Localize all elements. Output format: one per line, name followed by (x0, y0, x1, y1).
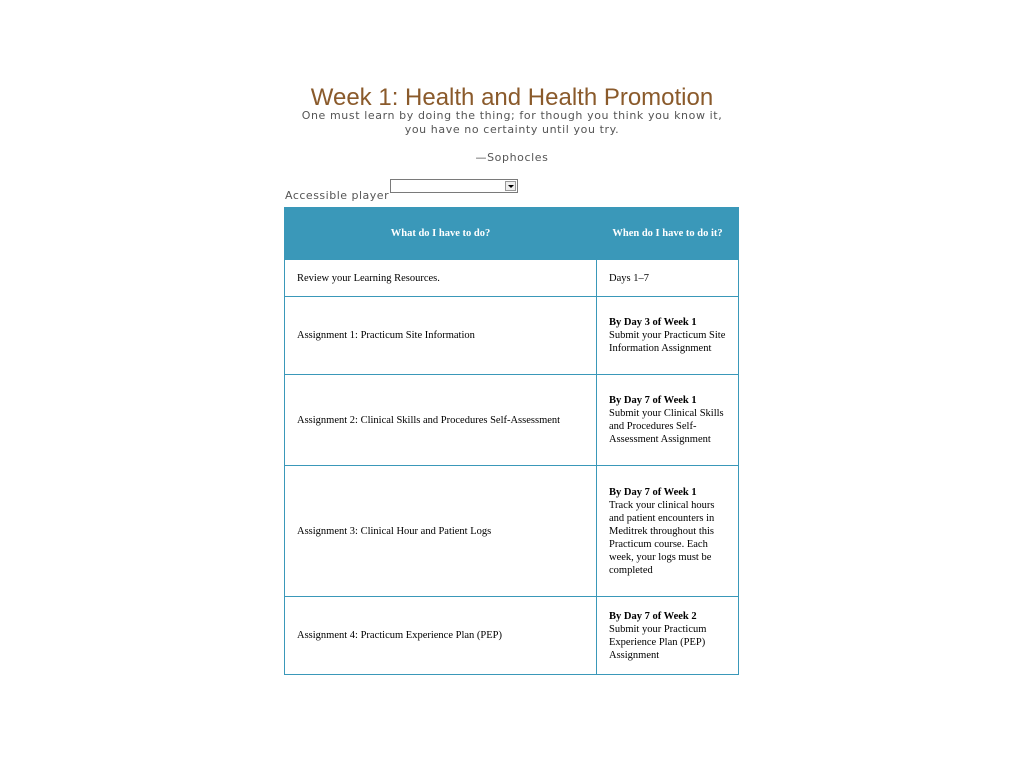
table-row (285, 297, 739, 375)
task-cell: Assignment 4: Practicum Experience Plan (PEP) (285, 597, 597, 675)
due-cell (597, 466, 739, 597)
accessible-player-label: Accessible player (285, 189, 390, 202)
due-heading: By Day 7 of Week 2 (609, 610, 697, 622)
task-cell: Assignment 1: Practicum Site Information (285, 297, 597, 375)
column-header-what: What do I have to do? (285, 208, 597, 260)
assignment-schedule-table (284, 207, 739, 675)
task-cell: Assignment 2: Clinical Skills and Procedures Self-Assessment (285, 375, 597, 466)
due-detail: Submit your Practicum Experience Plan (PEP) Assignment (609, 623, 707, 661)
due-detail: Submit your Practicum Site Information Assignment (609, 330, 726, 354)
due-heading: By Day 7 of Week 1 (609, 395, 697, 406)
due-detail: Days 1–7 (609, 272, 649, 284)
due-cell (597, 297, 739, 375)
table-header-row (285, 208, 739, 260)
page-title: Week 1: Health and Health Promotion (310, 84, 714, 112)
accessible-player-select[interactable] (390, 179, 518, 193)
quote-text: One must learn by doing the thing; for though you think you know it, you have no certainty until you try. (301, 109, 723, 136)
column-header-when: When do I have to do it? (597, 208, 739, 260)
due-cell (597, 597, 739, 675)
quote-attribution: —Sophocles (475, 151, 549, 164)
table-row (285, 260, 739, 297)
task-cell: Assignment 3: Clinical Hour and Patient Logs (285, 466, 597, 597)
due-detail: Submit your Clinical Skills and Procedures Self-Assessment Assignment (609, 408, 724, 445)
table-row (285, 375, 739, 466)
table-row (285, 597, 739, 675)
dropdown-arrow-icon[interactable] (505, 181, 516, 191)
table-row (285, 466, 739, 597)
due-heading: By Day 7 of Week 1 (609, 486, 697, 498)
due-cell (597, 375, 739, 466)
due-detail: Track your clinical hours and patient encounters in Meditrek throughout this Practicum course. Each week, your logs must be completed (609, 499, 715, 576)
due-heading: By Day 3 of Week 1 (609, 317, 697, 328)
task-cell: Review your Learning Resources. (285, 260, 597, 297)
due-cell (597, 260, 739, 297)
